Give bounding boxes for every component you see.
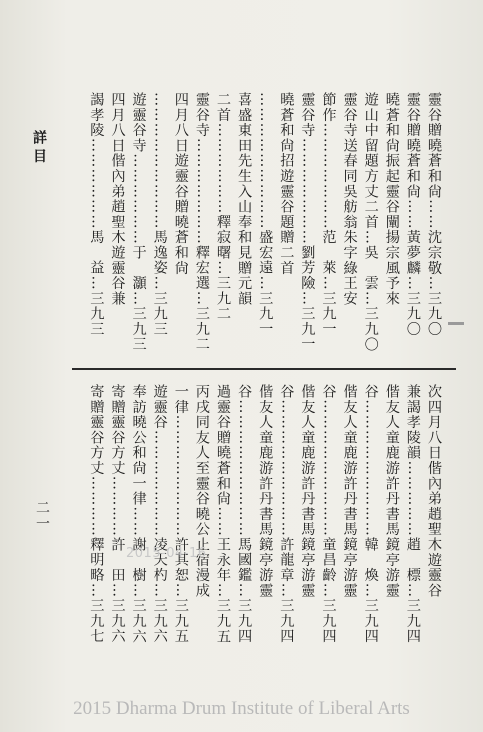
lower-entry-line: 寄贈靈谷方丈…………釋明略…三九七	[88, 384, 105, 645]
upper-entry-line: 曉蒼和尙振起靈谷闡揚宗風予來	[383, 92, 400, 307]
section-label: 詳 目	[31, 130, 47, 163]
lower-entry-line: 過靈谷贈曉蒼和尙……王永年…三九五	[215, 384, 231, 645]
upper-entry-line: 喜盛東田先生入山奉和見贈元韻	[236, 92, 253, 307]
upper-entry-line: 靈谷贈曉蒼和尙……黃夢麟…三九〇	[404, 92, 421, 337]
upper-entry-line: 曉蒼和尙招遊靈谷題贈二首	[278, 92, 295, 276]
ink-mark	[448, 322, 464, 325]
lower-entry-line: 寄贈靈谷方丈…………許 田…三九六	[109, 384, 126, 645]
upper-entry-line: 四月八日偕內弟趙聖木遊靈谷兼	[109, 92, 126, 307]
upper-entry-line: ………………………盛宏遠…三九一	[257, 92, 274, 337]
lower-entry-line: 谷………………………馬國鑑…三九四	[236, 384, 253, 644]
upper-entry-line: 節作…………………范 萊…三九一	[320, 92, 337, 337]
lower-entry-line: 一律……………………許其恕…三九五	[172, 384, 189, 644]
lower-entry-line: 奉訪曉公和尙一律……謝 樹…三九六	[130, 384, 147, 645]
lower-entry-line: 次四月八日偕內弟趙聖木遊靈谷	[426, 384, 442, 599]
upper-entry-line: 靈谷寺…………………劉芳險…三九一	[299, 92, 316, 352]
upper-entry-line: 靈谷寺…………………釋宏選…三九二	[193, 92, 210, 352]
upper-entry-line: 四月八日遊靈谷贈曉蒼和尙	[172, 92, 189, 276]
upper-entry-line: 靈谷寺送春同吳舫翁朱字綠王安	[341, 92, 358, 307]
page-number: 二一	[34, 500, 50, 532]
lower-entry-line: 遊靈谷…………………凌天杓…三九六	[151, 384, 168, 644]
upper-entry-line: ………………………馬逸姿…三九三	[151, 92, 168, 337]
divider-rule	[72, 368, 456, 370]
upper-entry-line: 謁孝陵………………馬 益…三九三	[88, 92, 105, 337]
date-stamp: 2015-04-16	[126, 546, 207, 561]
footer-watermark: 2015 Dharma Drum Institute of Liberal Arts	[73, 698, 410, 719]
lower-entry-line: 偕友人童鹿游許丹書馬鏡亭游靈	[299, 384, 316, 599]
lower-entry-line: 偕友人童鹿游許丹書馬鏡亭游靈	[257, 384, 274, 599]
lower-entry-line: 偕友人童鹿游許丹書馬鏡亭游靈	[341, 384, 358, 599]
upper-entry-line: 二首………………釋寂曙…三九二	[215, 92, 231, 322]
lower-entry-line: 兼謁孝陵韻……………趙 標…三九四	[404, 384, 421, 645]
upper-entry-line: 靈谷贈曉蒼和尙……沈宗敬…三九〇	[426, 92, 442, 337]
lower-entry-line: 谷………………………韓 煥…三九四	[362, 384, 379, 644]
lower-entry-line: 谷………………………童昌齡…三九四	[320, 384, 337, 644]
upper-entry-line: 遊靈谷寺………………于 灝…三九三	[130, 92, 147, 353]
lower-entry-line: 偕友人童鹿游許丹書馬鏡亭游靈	[383, 384, 400, 599]
upper-entry-line: 遊山中留題方丈二首…吳 雲…三九〇	[362, 92, 379, 353]
lower-entry-line: 丙戌同友人至靈谷曉公止宿漫成	[193, 384, 210, 599]
lower-entry-line: 谷………………………許龍章…三九四	[278, 384, 295, 644]
